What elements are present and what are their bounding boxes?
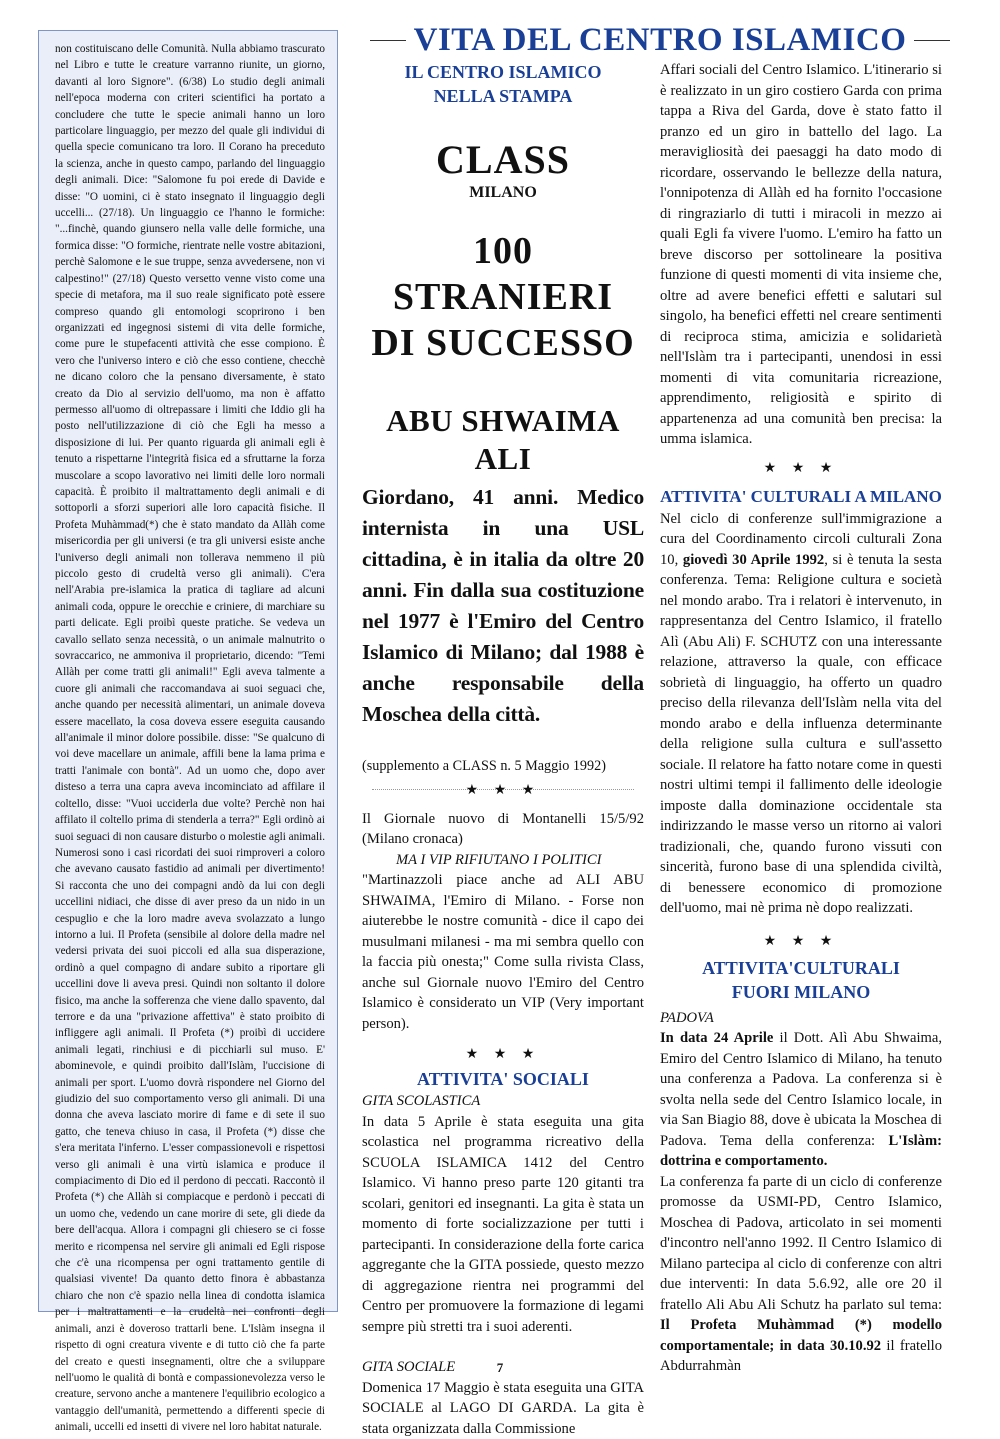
padova-date: In data 24 Aprile: [660, 1030, 773, 1046]
giornale-headline: MA I VIP RIFIUTANO I POLITICI: [362, 850, 644, 871]
middle-column: [362, 60, 644, 1439]
masthead-title: VITA DEL CENTRO ISLAMICO: [414, 22, 907, 59]
animals-article-box: [38, 30, 338, 1312]
masthead-rule-right: [914, 40, 950, 41]
stars-divider-1: ★ ★ ★: [362, 782, 644, 799]
stampa-title-line1: IL CENTRO ISLAMICO: [362, 60, 644, 84]
stars-divider-4: ★ ★ ★: [660, 933, 942, 950]
stars-divider-2: ★ ★ ★: [362, 1046, 644, 1063]
padova-text-2: [660, 1172, 942, 1377]
person-name: ABU SHWAIMA ALI: [362, 402, 644, 478]
padova-theme-2: Il Profeta Muhàmmad (*) modello comportamentale; in data 30.10.92: [660, 1317, 942, 1354]
culturali-milano-text: [660, 509, 942, 919]
milano-text-date: giovedì 30 Aprile 1992: [683, 552, 824, 568]
attivita-sociali-title: ATTIVITA' SOCIALI: [362, 1067, 644, 1091]
right-column: [660, 60, 942, 1377]
stars-divider-3: ★ ★ ★: [660, 460, 942, 477]
gita-scolastica-title: GITA SCOLASTICA: [362, 1091, 644, 1112]
giornale-source: Il Giornale nuovo di Montanelli 15/5/92 (Milano cronaca): [362, 809, 644, 850]
gita-sociale-title: GITA SOCIALE: [362, 1357, 644, 1378]
padova-theme: L'Islàm: dottrina e comportamento.: [660, 1133, 942, 1170]
gita-sociale-continued: Affari sociali del Centro Islamico. L'itinerario si è realizzato in un giro costiero Garda con prima tappa a Riva del Garda, dove è stato fatto il pranzo ed un giro in battello del lago. La meravigliosità dei paesaggi ha dato modo di ricordare, osservando le bellezze della natura, l'onnipotenza di Allàh ed ha fornito l'occasione di ringraziarlo di tutti i miracoli in mezzo ai quali Egli fa vivere l'uomo. L'emiro ha fatto un breve discorso per sottolineare la positiva funzione di questi momenti di vita insieme che, oltre ad avere benefici effetti e salutari sul singolo, ha benefici effetti nel creare sentimenti di reciproca stima, amicizia e solidarietà nell'Islàm tra i partecipanti, unendosi in essi momenti di vita comunitaria ricreazione, apprendimento, religiosità e spirito di appartenenza ad una comunità ben precisa: la umma islamica.: [660, 60, 942, 450]
masthead-rule-left: [370, 40, 406, 41]
fuori-milano-title-line1: ATTIVITA'CULTURALI: [660, 956, 942, 980]
milano-text-b: , si è tenuta la sesta conferenza. Tema: Religione cultura e società nel mondo arabo. Tra i relatori è intervenuto, in rappresentanza del Centro Islamico, il fratello Alì (Abu Ali) F. SCHUTZ con una interessante relazione, attraverso la quale, con efficace sobrietà di linguaggio, ha offerto un quadro preciso della rilevanza dell'Islàm nella vita del mondo arabo e della influenza determinante della religione sulla cultura e sull'assetto sociale. Il relatore ha fatto notare come in questi nostri ultimi tempi il fallimento delle ideologie imposte dalla dominazione occidentale sta indirizzando le masse verso un ritorno ai valori tradizionali, che, quando furono vissuti con sincerità, furono base di una splendida civiltà, di benessere economico di promozione dell'uomo, mai nè prima nè dopo realizzati.: [660, 552, 942, 917]
headline-line1: 100 STRANIERI: [362, 228, 644, 320]
padova-text-2b: il fratello Abdurrahmàn: [660, 1338, 942, 1375]
giornale-text: "Martinazzoli piace anche ad ALI ABU SHWAIMA, l'Emiro di Milano. - Forse non aiuterebbe le nostre comunità - dice il capo dei musulmani milanesi - ma mi sembra quello con la faccia più onesta;" Come sulla rivista Class, anche sul Giornale nuovo l'Emiro del Centro Islamico è considerato un VIP (Very important person).: [362, 870, 644, 1034]
supplement-note: (supplemento a CLASS n. 5 Maggio 1992): [362, 756, 644, 777]
padova-text-1a: il Dott. Alì Abu Shwaima, Emiro del Centro Islamico di Milano, ha tenuto una conferenza a Padova. La conferenza si è svolta nella sede del Centro Islamico locale, in via San Biagio 88, dove è ubicata la Moschea di Padova. Tema della conferenza:: [660, 1030, 942, 1149]
padova-label: PADOVA: [660, 1008, 942, 1029]
milano-text-a: Nel ciclo di conferenze sull'immigrazione a cura del Coordinamento circoli culturali Zona 10,: [660, 511, 942, 568]
headline-line2: DI SUCCESSO: [362, 320, 644, 366]
page-number: 7: [0, 1360, 1000, 1376]
class-magazine-city: MILANO: [362, 184, 644, 202]
gita-scolastica-text: In data 5 Aprile è stata eseguita una gita scolastica nel programma ricreativo della SCUOLA ISLAMICA 1412 del Centro Islamico. Vi hanno preso parte 120 gitanti tra scolari, genitori ed insegnanti. La gita è stata un momento di forte socializzazione per tutti i partecipanti. In considerazione della forte carica aggregante che la GITA possiede, questo mezzo di aggregazione rientra nei programmi del Centro per promuovere la formazione di legami sempre più stretti tra i suoi aderenti.: [362, 1112, 644, 1338]
gita-sociale-text: Domenica 17 Maggio è stata eseguita una GITA SOCIALE al LAGO DI GARDA. La gita è stata organizzata dalla Commissione: [362, 1378, 644, 1439]
animals-article-text: non costituiscano delle Comunità. Nulla abbiamo trascurato nel Libro e tutte le creature varranno riunite, un giorno, davanti al loro Signore". (6/38) Lo studio degli animali nell'epoca moderna con criteri scientifici ha portato a concludere che tutte le specie animali hanno un loro particolare linguaggio, per mezzo del quale gli individui di quella specie comunicano tra loro. Il Corano ha preceduto la scienza, anche in questo campo, parlando del linguaggio degli animali. Dice: "Salomone fu poi erede di Davide e disse: "O uomini, ci è stato insegnato il linguaggio degli uccelli... (27/18). Un linguaggio ce l'hanno le formiche: "...finchè, quando giunsero nella valle delle formiche, una formica disse: "O formiche, rientrate nelle vostre abitazioni, perchè Salomone e le sue truppe, senza avvedersene, non vi calpestino!" (27/18) Questo versetto venne visto come una specie di metafora, ma il suo reale significato potè essere compreso quando gli entomologi scoprirono i ben organizzati ed ingegnosi sistemi di vita delle formiche, come pure le stupefacenti attività che esse compiono. È vero che l'universo intero e ciò che esso contiene, checchè ne dicano coloro che la pensano diversamente, è stato creato da Dio al servizio dell'uomo, ma non è affatto permesso all'uomo di oltrepassare i limiti che Iddio gli ha posto nell'utilizzazione di ciò che Egli ha messo a disposizione di lui. Per quanto riguarda gli animali egli è tenuto a rispettarne l'integrità fisica ed a sfruttarne la forza muscolare a scopo lavorativo nei limiti delle loro normali capacità. È proibito il maltrattamento degli animali e di sottoporli a sforzi superiori alle loro capacità fisiche. Il Profeta Muhàmmad(*) che è stato mandato da Allàh come misericordia per gli universi (e tra gli universi esiste anche l'universo degli animali non tollerava nemmeno il più piccolo gesto di crudeltà verso gli animali). C'era nell'Arabia pre-islamica la pratica di tagliare ad alcuni animali coda, oppure le orecchie e criniere, di marchiare su parti delicate. Egli proibì queste pratiche. Se vedeva un cavallo sellato senza necessità, o un animale malnutrito o sovraccarico, ne ammoniva il proprietario, dicendo: "Temi Allàh per come tratti gli animali!" Egli aveva talmente a cuore gli animali che raccomandava ai suoi seguaci che, anche quando per necessità alimentari, un animale doveva essere macellato, la cosa doveva essere eseguita causando all'animale il minor dolore possibile. disse: "Se qualcuno di voi deve macellare un animale, affili bene la lama prima e tratti l'animale con bontà". Ad un uomo che, dopo aver disteso a terra una capra aveva incominciato ad affilare il coltello, disse: "Vuoi ucciderla due volte? Perchè non hai affilato il coltello prima di stenderla a terra?" Egli ordinò ai suoi seguaci di non causare disturbo o molestie agli animali. Numerosi sono i casi ricordati dei suoi rimproveri a coloro che avevano causato fastidio ad animali per divertimento! Si racconta che uno dei compagni andò da lui con degli uccellini nidiaci, che disse di aver preso da un nido in un cespuglio e che la loro madre aveva svolazzato a lungo intorno a lui. Il Profeta (sensibile al dolore della madre nel vedersi privata dei suoi piccoli ed alla sua disperazione, ordinò a quel compagno di andare subito a riportare gli uccellini dove li aveva presi. Quindi non soltanto il dolore fisico, ma anche la sofferenza che viene dallo spavento, dal terrore e da una "privazione affettiva" è stato proibito di infliggere agli animali. Il Profeta (*) proibì di uccidere animali legati, rinchiusi e di picchiarli sul muso. E' abominevole, e quindi proibito dall'Islàm, l'uccisione di animali per sport. L'uomo dovrà rispondere nel Giorno del giudizio del suo comportamento verso gli animali. Di una donna che aveva lasciato morire di fame e di sete il suo gatto, che teneva chiuso in casa, il Profeta (*) disse che s'era meritata l'inferno. L'esser compassionevoli e rispettosi verso gli animali è una virtù islamica e produce il compiacimento di Dio ed il perdono di peccati. Raccontò il Profeta (*) che Allàh si compiacque e perdonò i peccati di un uomo che, vedendo un cane morire di sete, gli diede da bere dell'acqua. Allora i compagni gli chiesero se ci fosse merito e ricompensa nel servire gli animali ed Egli rispose che c'è una ricompensa per ogni trattamento gentile di qualsiasi vivente! Da quanto detto finora è abbastanza chiaro che non c'è spazio nella linea di condotta islamica per i maltrattamenti e la crudeltà nei confronti degli animali, anzi è doveroso trattarli bene. L'Islàm insegna il rispetto di ogni creatura vivente e di tutto ciò che fa parte del creato e questi insegnamenti, oltre che a sviluppare nell'uomo le qualità di bontà e compassionevolezza verso le creature, servono anche a mantenere l'equilibrio ecologico a vantaggio dell'umanità, permettendo a differenti specie di animali, uccelli ed insetti di vivere nel loro habitat naturale.: [55, 41, 325, 1436]
padova-text-1: [660, 1028, 942, 1172]
class-magazine-title: CLASS: [362, 138, 644, 182]
culturali-milano-title: ATTIVITA' CULTURALI A MILANO: [660, 485, 942, 509]
stampa-title-line2: NELLA STAMPA: [362, 84, 644, 108]
person-description: Giordano, 41 anni. Medico internista in una USL cittadina, è in italia da oltre 20 anni. Fin dalla sua costituzione nel 1977 è l'Emiro del Centro Islamico di Milano; dal 1988 è anche responsabile della Moschea della città.: [362, 482, 644, 730]
padova-text-2a: La conferenza fa parte di un ciclo di conferenze promosse da USMI-PD, Centro Islamico, Moschea di Padova, articolato in sei momenti d'incontro nell'anno 1992. Il Centro Islamico di Milano partecipa al ciclo di conferenze con altri due interventi: In data 5.6.92, alle ore 20 il fratello Ali Abu Ali Schutz ha parlato sul tema:: [660, 1174, 942, 1313]
section-masthead: [360, 20, 960, 60]
fuori-milano-title-line2: FUORI MILANO: [660, 980, 942, 1004]
